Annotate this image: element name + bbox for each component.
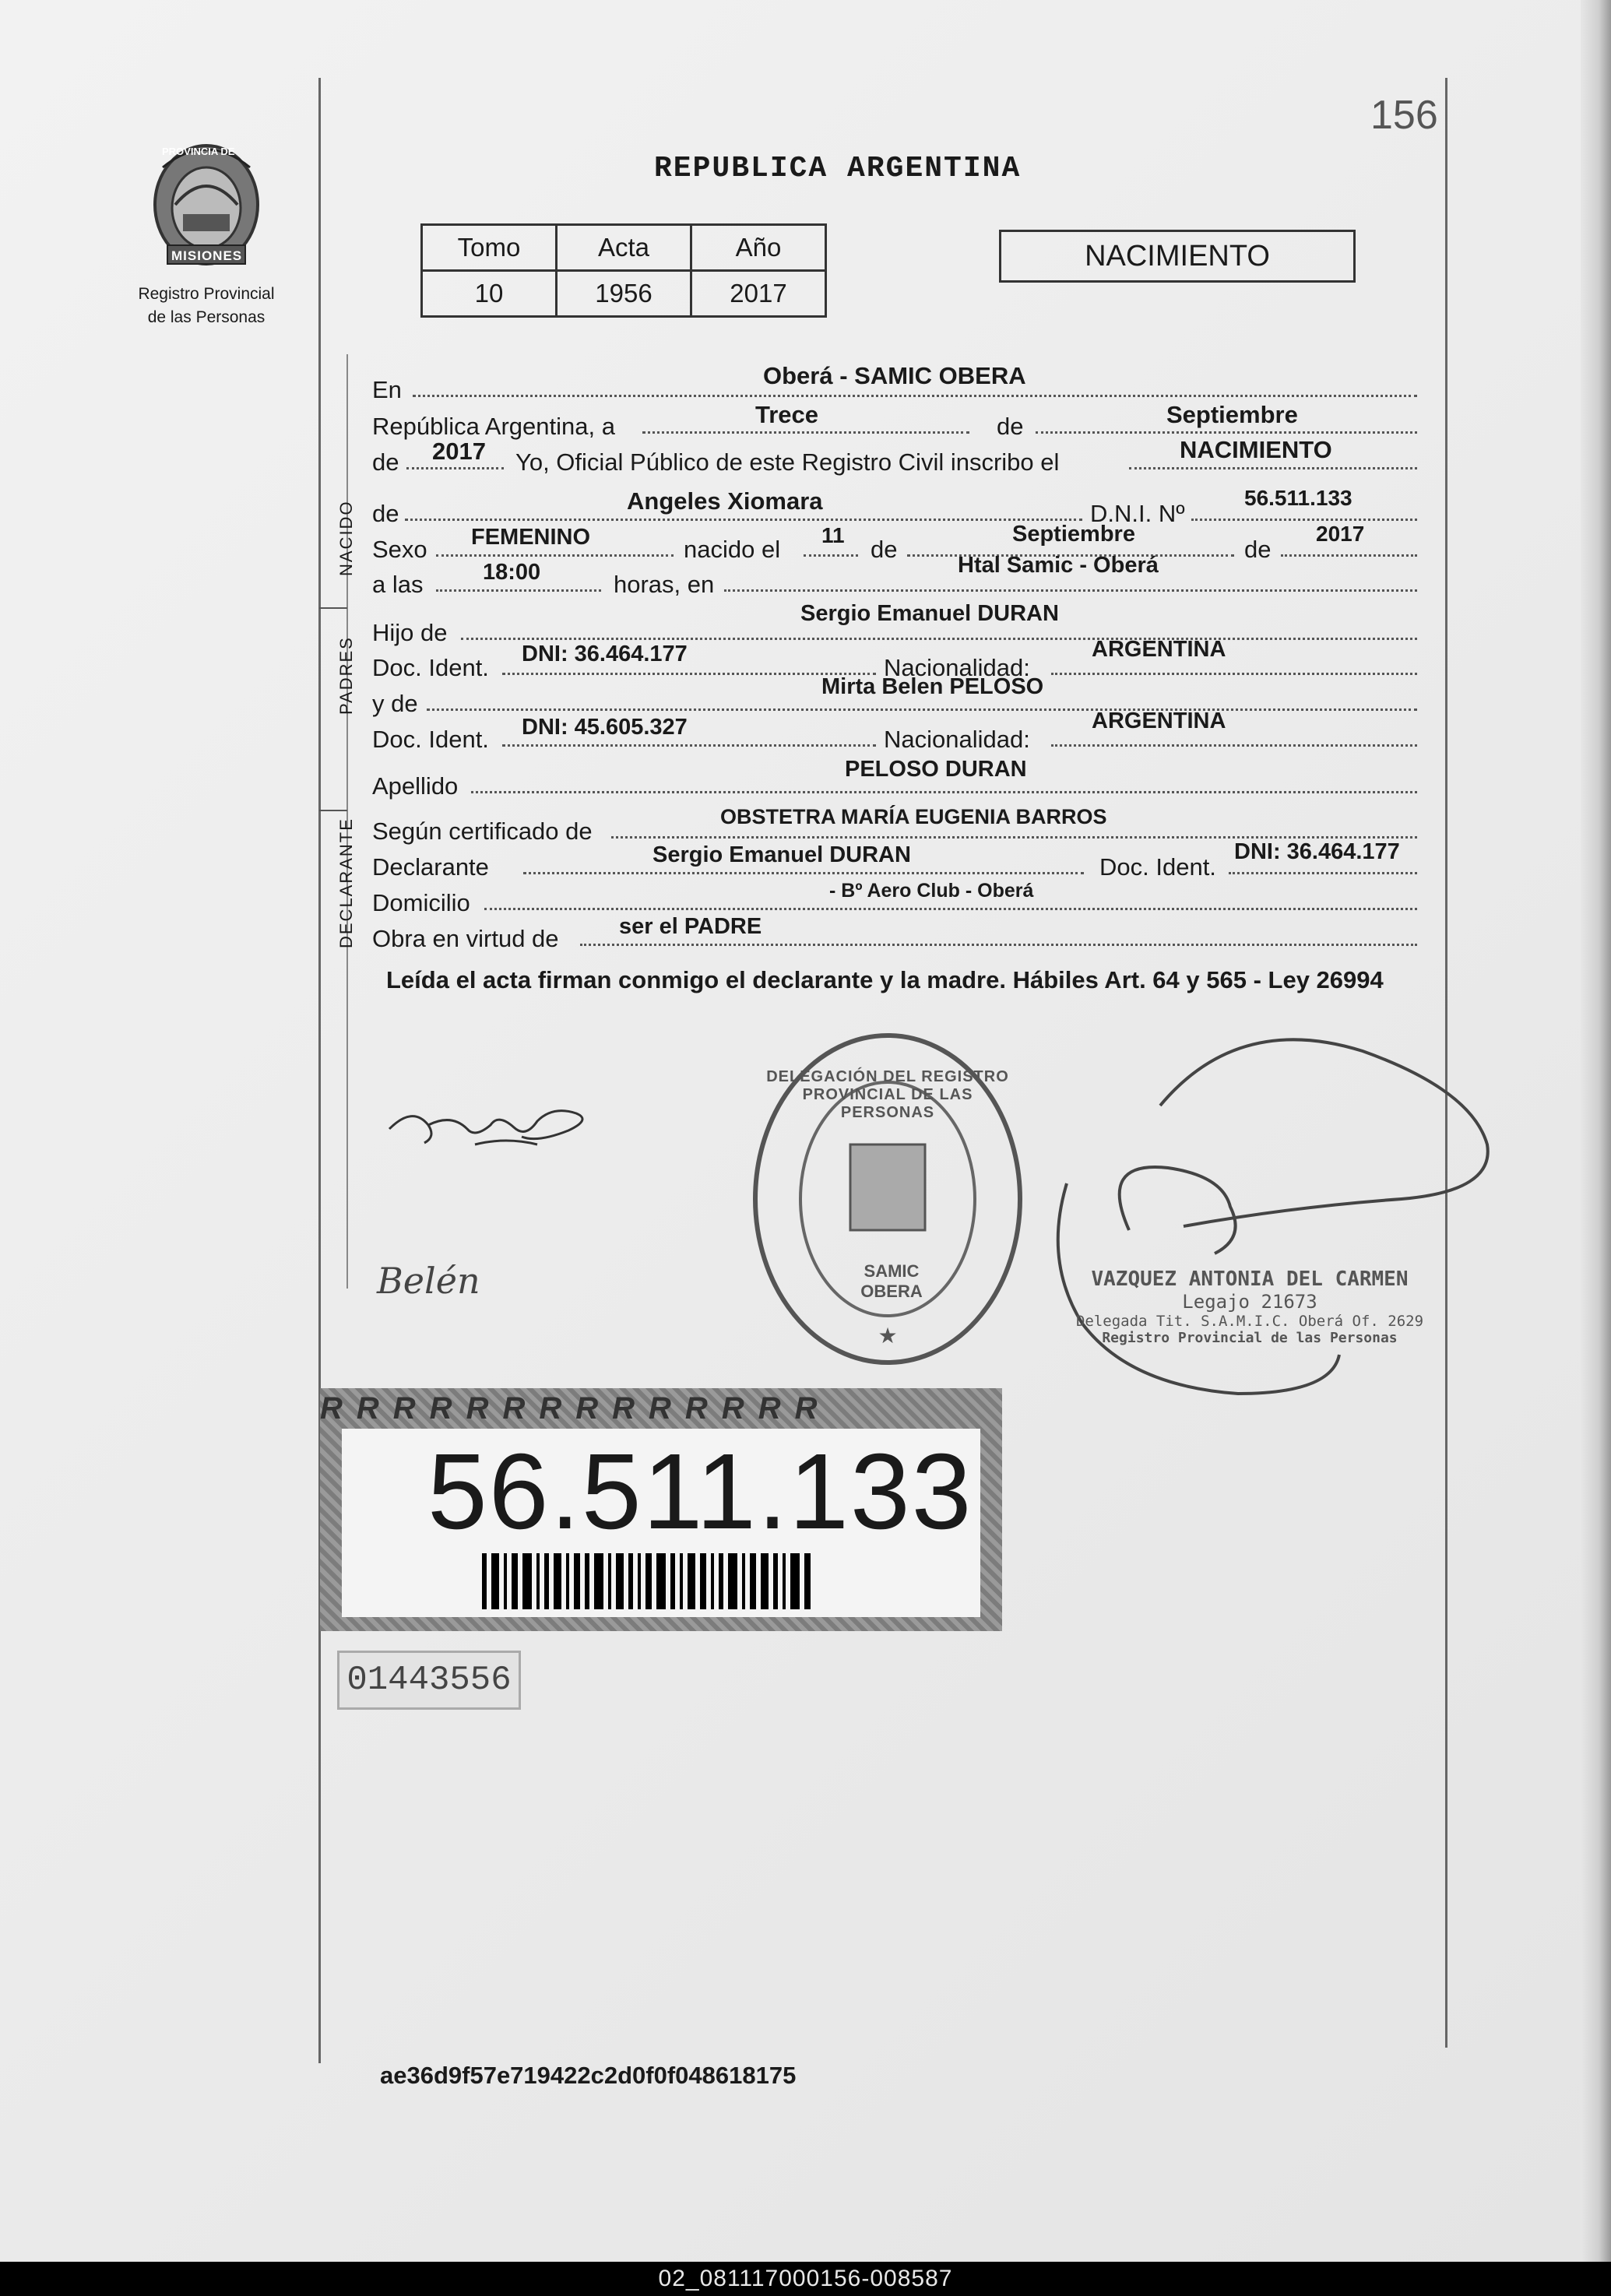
label-doc-ident-mother: Doc. Ident. [372,726,489,753]
label-de-name: de [372,500,399,527]
label-a-las: a las [372,571,424,598]
barcode [482,1553,887,1609]
logo-top-text: PROVINCIA DE [162,146,235,157]
dotted-line [1129,466,1417,469]
value-declarante: Sergio Emanuel DURAN [652,842,911,867]
dotted-line [406,466,504,469]
dotted-line [471,789,1417,793]
dotted-line [413,393,1417,397]
header-ano: Año [691,225,826,271]
stamp-position: Delegada Tit. S.A.M.I.C. Oberá Of. 2629 [1075,1313,1424,1330]
tomo-acta-ano-table [420,223,827,318]
sticker-label [342,1429,980,1617]
value-year-registered: 2017 [432,438,486,465]
dotted-line [804,553,858,557]
logo-caption-1: Registro Provincial [138,285,275,303]
dotted-line [1191,517,1417,521]
dotted-line [436,588,601,592]
side-label-nacido: NACIDO [336,500,356,576]
value-mother-nationality: ARGENTINA [1092,708,1226,733]
seal-ring-text: DELEGACIÓN DEL REGISTRO PROVINCIAL DE LAS PERSONAS [766,1068,1009,1121]
dotted-line [502,743,876,747]
declarant-signature [382,1082,607,1168]
stamp-registry: Registro Provincial de las Personas [1102,1330,1398,1346]
section-divider [319,607,347,609]
label-en: En [372,376,402,403]
logo-caption-2: de las Personas [147,308,266,326]
value-birth-day: 11 [821,523,845,547]
side-label-padres: PADRES [336,636,356,715]
value-inscribe-type: NACIMIENTO [1180,436,1332,463]
value-ano: 2017 [691,271,826,317]
serial-number: 01443556 [337,1651,521,1710]
logo-bottom-text: MISIONES [171,248,243,263]
value-domicilio: - Bº Aero Club - Oberá [829,880,1034,902]
dotted-line [1229,870,1417,874]
dotted-line [436,553,674,557]
label-nacionalidad-mother: Nacionalidad: [884,726,1030,753]
label-certificado: Según certificado de [372,817,593,845]
value-dni: 56.511.133 [1244,486,1352,510]
delegation-round-seal [747,1028,1028,1370]
dotted-line [1281,553,1417,557]
label-de-birth-year: de [1244,536,1272,563]
sticker-number: 56.511.133 [427,1432,973,1552]
value-declarante-doc: DNI: 36.464.177 [1234,839,1400,864]
value-mother-name: Mirta Belen PELOSO [821,674,1044,699]
label-declarante-doc: Doc. Ident. [1099,853,1216,881]
label-y-de: y de [372,690,418,717]
label-republica: República Argentina, a [372,413,615,440]
province-logo [125,136,288,331]
value-birth-time: 18:00 [483,560,541,585]
dotted-line [484,906,1417,910]
label-obra: Obra en virtud de [372,925,559,952]
svg-text:★: ★ [878,1324,898,1348]
value-month-written: Septiembre [1166,401,1298,428]
table-header-row [422,225,826,271]
stamp-name: VAZQUEZ ANTONIA DEL CARMEN [1091,1268,1409,1291]
label-hijo: Hijo de [372,619,448,646]
table-value-row [422,271,826,317]
dotted-line [1051,671,1417,675]
dotted-line [580,942,1417,946]
seal-center-text: SAMIC OBERA [860,1261,923,1301]
label-nacionalidad-father: Nacionalidad: [884,654,1030,681]
stamp-legajo: Legajo 21673 [1182,1291,1317,1313]
page-edge [1581,0,1611,2262]
value-father-doc: DNI: 36.464.177 [522,642,688,666]
legal-note: Leída el acta firman conmigo el declarante y la madre. Hábiles Art. 64 y 565 - Ley 26994 [386,966,1384,993]
dotted-line [611,835,1417,839]
dotted-line [1051,743,1417,747]
official-stamp [1071,1268,1429,1346]
dotted-line [724,588,1417,592]
dotted-line [1036,430,1417,434]
label-doc-ident-father: Doc. Ident. [372,654,489,681]
value-birth-month: Septiembre [1012,522,1135,547]
header-acta: Acta [557,225,691,271]
label-apellido: Apellido [372,772,459,800]
label-oficial: Yo, Oficial Público de este Registro Civil inscribo el [515,448,1060,476]
label-de-month: de [871,536,898,563]
sticker-pattern: RRRRRRRRRRRRRR [320,1391,832,1426]
value-certificate-by: OBSTETRA MARÍA EUGENIA BARROS [720,805,1107,828]
value-father-nationality: ARGENTINA [1092,637,1226,662]
label-de-year: de [372,448,399,476]
dni-barcode-sticker [320,1388,1002,1631]
value-obra: ser el PADRE [619,914,762,939]
official-signature-loop [1036,1028,1503,1433]
label-dni: D.N.I. Nº [1090,500,1185,527]
value-sexo: FEMENINO [471,525,591,550]
dotted-line [642,430,969,434]
value-surname: PELOSO DURAN [845,757,1027,782]
file-name-footer: 02_081117000156-008587 [0,2262,1611,2296]
value-tomo: 10 [422,271,557,317]
section-divider [319,810,347,811]
value-mother-doc: DNI: 45.605.327 [522,715,688,740]
label-domicilio: Domicilio [372,889,470,916]
side-label-declarante: DECLARANTE [336,817,356,948]
value-name: Angeles Xiomara [627,487,823,515]
dotted-line [405,517,1082,521]
document-hash: ae36d9f57e719422c2d0f0f048618175 [380,2062,797,2089]
value-father-name: Sergio Emanuel DURAN [800,601,1059,626]
dotted-line [523,870,1084,874]
label-declarante: Declarante [372,853,489,881]
value-day-written: Trece [755,401,819,428]
value-birth-place: Htal Samic - Oberá [958,553,1159,578]
label-de: de [997,413,1024,440]
value-birth-year: 2017 [1316,522,1365,546]
label-sexo: Sexo [372,536,427,563]
page-number: 156 [1370,93,1438,138]
label-horas: horas, en [614,571,715,598]
dotted-line [502,671,876,675]
record-type-box: NACIMIENTO [999,230,1356,283]
header-tomo: Tomo [422,225,557,271]
label-nacido: nacido el [684,536,781,563]
page-title: REPUBLICA ARGENTINA [654,152,1022,185]
mother-signature: Belén [377,1260,480,1302]
value-acta: 1956 [557,271,691,317]
left-frame-line [318,78,321,2063]
dotted-line [461,636,1417,640]
dotted-line [427,707,1417,711]
value-en: Oberá - SAMIC OBERA [763,362,1026,389]
